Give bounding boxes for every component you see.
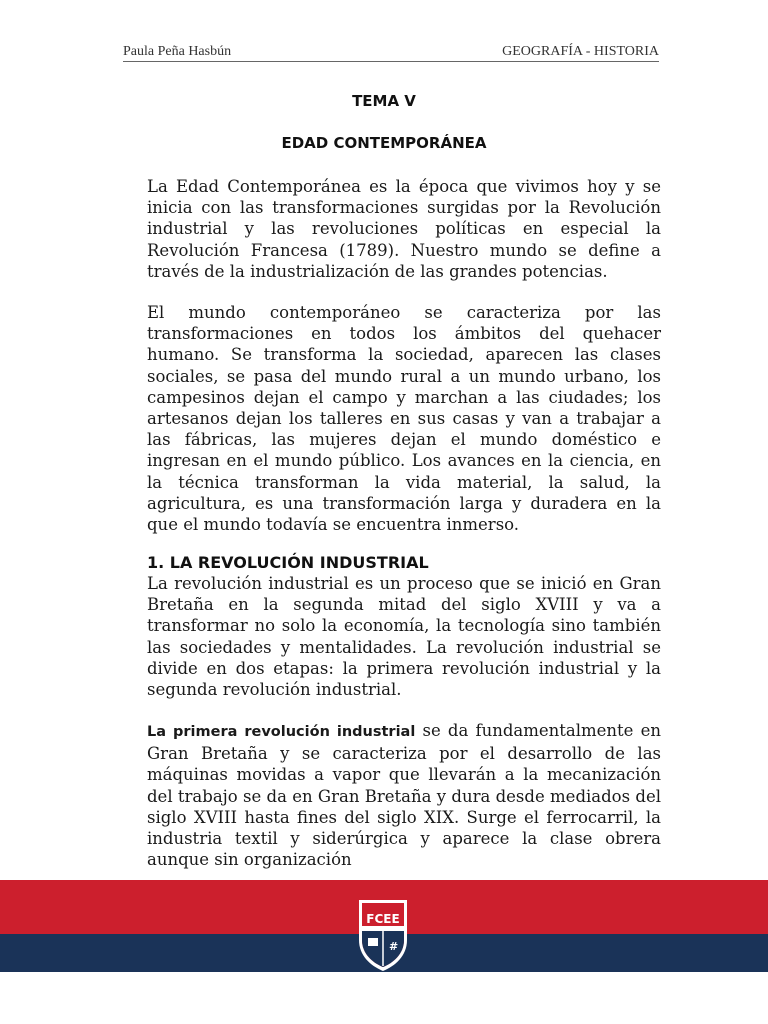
document-title: EDAD CONTEMPORÁNEA: [281, 134, 487, 152]
page-header: [123, 44, 659, 62]
fcee-shield-logo: [355, 896, 411, 972]
intro-paragraph-1: La Edad Contemporánea es la época que vivimos hoy y se inicia con las transformaciones surgidas por la Revolución industrial y las revoluciones políticas en especial la Revolución Francesa (1789). Nuestro mundo se define a través de la industrialización de las grandes potencias.: [147, 177, 661, 281]
section-1-heading: 1. LA REVOLUCIÓN INDUSTRIAL: [147, 553, 429, 572]
topic-heading: TEMA V: [352, 92, 416, 110]
first-revolution-text: se da fundamentalmente en Gran Bretaña y se caracteriza por el desarrollo de las máquinas movidas a vapor que llevarán a la mecanización del trabajo se da en Gran Bretaña y dura desde mediados del siglo XVIII hasta fines del siglo XIX. Surge el ferrocarril, la industria textil y siderúrgica y aparece la clase obrera aunque sin organización: [147, 721, 661, 870]
first-revolution-lead: La primera revolución industrial: [147, 724, 416, 740]
section-1-paragraph: La revolución industrial es un proceso que se inició en Gran Bretaña en la segunda mitad del siglo XVIII y va a transformar no solo la economía, la tecnología sino también las sociedades y mentalidades. La revolución industrial se divide en dos etapas: la primera revolución industrial y la segunda revolución industrial.: [147, 574, 661, 700]
first-revolution-paragraph: [147, 720, 661, 870]
svg-text:#: #: [389, 940, 399, 953]
header-subject: GEOGRAFÍA - HISTORIA: [502, 44, 659, 59]
header-author: Paula Peña Hasbún: [123, 44, 232, 59]
intro-paragraph-2: El mundo contemporáneo se caracteriza por las transformaciones en todos los ámbitos del quehacer humano. Se transforma la sociedad, aparecen las clases sociales, se pasa del mundo rural a un mundo urbano, los campesinos dejan el campo y marchan a las ciudades; los artesanos dejan los talleres en sus casas y van a trabajar a las fábricas, las mujeres dejan el mundo doméstico e ingresan en el mundo público. Los avances en la ciencia, en la técnica transforman la vida material, la salud, la agricultura, es una transformación larga y duradera en la que el mundo todavía se encuentra inmerso.: [147, 303, 661, 535]
logo-text: FCEE: [366, 912, 400, 926]
